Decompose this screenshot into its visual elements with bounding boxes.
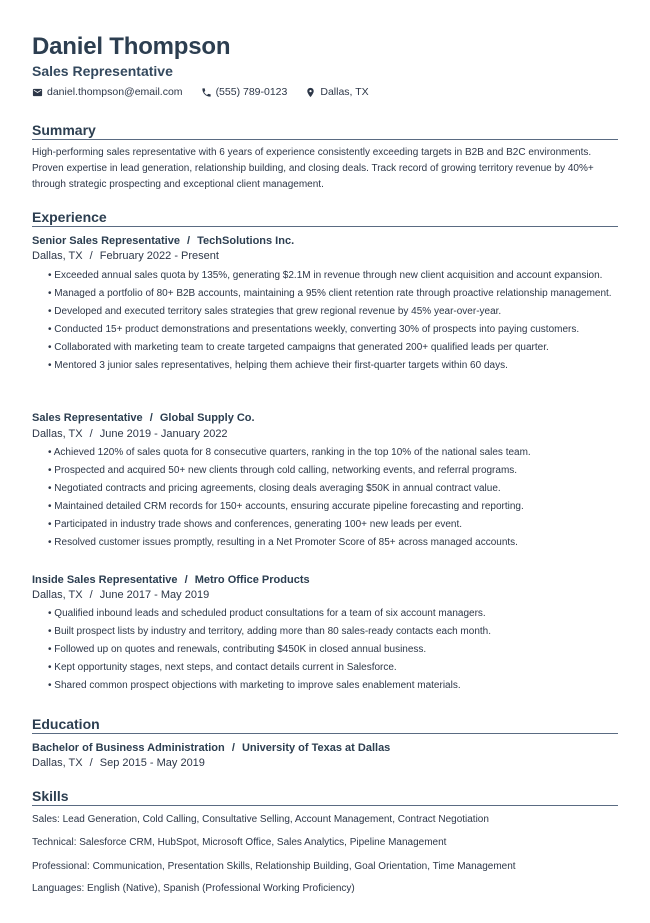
list-item: • Shared common prospect objections with marketing to improve sales enablement materials. [48, 680, 461, 691]
job-bullets [48, 606, 618, 696]
list-item: • Built prospect lists by industry and territory, adding more than 80 sales-ready contacts each month. [48, 626, 491, 637]
job-dates: June 2017 - May 2019 [99, 589, 210, 601]
list-item: • Developed and executed territory sales strategies that grew regional revenue by 45% year-over-year. [48, 306, 502, 317]
job-location: Dallas, TX [32, 589, 83, 601]
separator: / [89, 589, 93, 601]
list-item: • Prospected and acquired 50+ new clients through cold calling, networking events, and referral programs. [48, 465, 518, 476]
job-heading [32, 235, 294, 247]
candidate-title: Sales Representative [32, 63, 173, 79]
job-dates: June 2019 - January 2022 [99, 428, 228, 440]
job-location: Dallas, TX [32, 250, 83, 262]
job-bullets [48, 268, 618, 376]
separator: / [184, 574, 188, 586]
skills-heading: Skills [32, 788, 618, 806]
skill-line-sales: Sales: Lead Generation, Cold Calling, Consultative Selling, Account Management, Contract Negotiation [32, 814, 489, 825]
separator: / [89, 428, 93, 440]
location-pin-icon [305, 87, 316, 98]
job-dates: February 2022 - Present [99, 250, 219, 262]
job-company: TechSolutions Inc. [197, 235, 295, 247]
job-heading [32, 412, 255, 424]
list-item: • Kept opportunity stages, next steps, and contact details current in Salesforce. [48, 662, 397, 673]
list-item: • Collaborated with marketing team to create targeted campaigns that generated 200+ qualified leads per quarter. [48, 342, 549, 353]
list-item: • Maintained detailed CRM records for 150+ accounts, ensuring accurate pipeline forecasting and reporting. [48, 501, 524, 512]
contact-email[interactable] [32, 86, 183, 98]
list-item: • Achieved 120% of sales quota for 8 consecutive quarters, ranking in the top 10% of the national sales team. [48, 447, 531, 458]
job-location: Dallas, TX [32, 428, 83, 440]
list-item: • Resolved customer issues promptly, resulting in a Net Promoter Score of 85+ across managed accounts. [48, 537, 518, 548]
summary-text: High-performing sales representative with 6 years of experience consistently exceeding targets in B2B and B2C environments. Proven expertise in lead generation, relationship building, and closing deals. Track record of growing territory revenue by 40%+ through strategic prospecting and exceptional client management. [32, 147, 594, 190]
separator: / [149, 412, 153, 424]
job-bullets [48, 445, 618, 553]
education-degree: Bachelor of Business Administration [32, 742, 225, 754]
phone-text: (555) 789-0123 [215, 86, 288, 98]
education-heading-line [32, 742, 390, 754]
separator: / [89, 757, 93, 769]
list-item: • Participated in industry trade shows and conferences, generating 100+ new leads per event. [48, 519, 463, 530]
job-title: Senior Sales Representative [32, 235, 180, 247]
job-meta [32, 428, 228, 440]
list-item: • Mentored 3 junior sales representatives, helping them achieve their first-quarter targets within 60 days. [48, 360, 508, 371]
list-item: • Negotiated contracts and pricing agreements, closing deals averaging $50K in annual contract value. [48, 483, 501, 494]
separator: / [89, 250, 93, 262]
envelope-icon [32, 87, 43, 98]
skill-line-professional: Professional: Communication, Presentation Skills, Relationship Building, Goal Orientation, Time Management [32, 861, 516, 872]
list-item: • Qualified inbound leads and scheduled product consultations for a team of six account managers. [48, 608, 486, 619]
skill-line-technical: Technical: Salesforce CRM, HubSpot, Microsoft Office, Sales Analytics, Pipeline Management [32, 837, 447, 848]
job-meta [32, 250, 219, 262]
email-text: daniel.thompson@email.com [47, 86, 183, 98]
phone-icon [201, 87, 212, 98]
list-item: • Followed up on quotes and renewals, contributing $450K in closed annual business. [48, 644, 427, 655]
education-meta [32, 757, 205, 769]
list-item: • Exceeded annual sales quota by 135%, generating $2.1M in revenue through new client acquisition and account expansion. [48, 270, 603, 281]
education-location: Dallas, TX [32, 757, 83, 769]
job-meta [32, 589, 209, 601]
contact-location [305, 86, 368, 98]
separator: / [231, 742, 235, 754]
job-company: Global Supply Co. [159, 412, 255, 424]
location-text: Dallas, TX [320, 86, 369, 98]
job-company: Metro Office Products [194, 574, 310, 586]
job-title: Inside Sales Representative [32, 574, 178, 586]
list-item: • Conducted 15+ product demonstrations and presentations weekly, converting 30% of prospects into paying customers. [48, 324, 580, 335]
job-title: Sales Representative [32, 412, 143, 424]
contact-phone[interactable] [201, 86, 288, 98]
skill-line-languages: Languages: English (Native), Spanish (Professional Working Proficiency) [32, 883, 355, 894]
list-item: • Managed a portfolio of 80+ B2B accounts, maintaining a 95% client retention rate through proactive relationship management. [48, 288, 612, 299]
summary-heading: Summary [32, 122, 618, 140]
job-heading [32, 574, 310, 586]
experience-heading: Experience [32, 209, 618, 227]
education-school: University of Texas at Dallas [241, 742, 391, 754]
education-dates: Sep 2015 - May 2019 [99, 757, 205, 769]
education-heading: Education [32, 716, 618, 734]
contact-info [32, 86, 387, 98]
separator: / [187, 235, 191, 247]
candidate-name: Daniel Thompson [32, 33, 231, 60]
